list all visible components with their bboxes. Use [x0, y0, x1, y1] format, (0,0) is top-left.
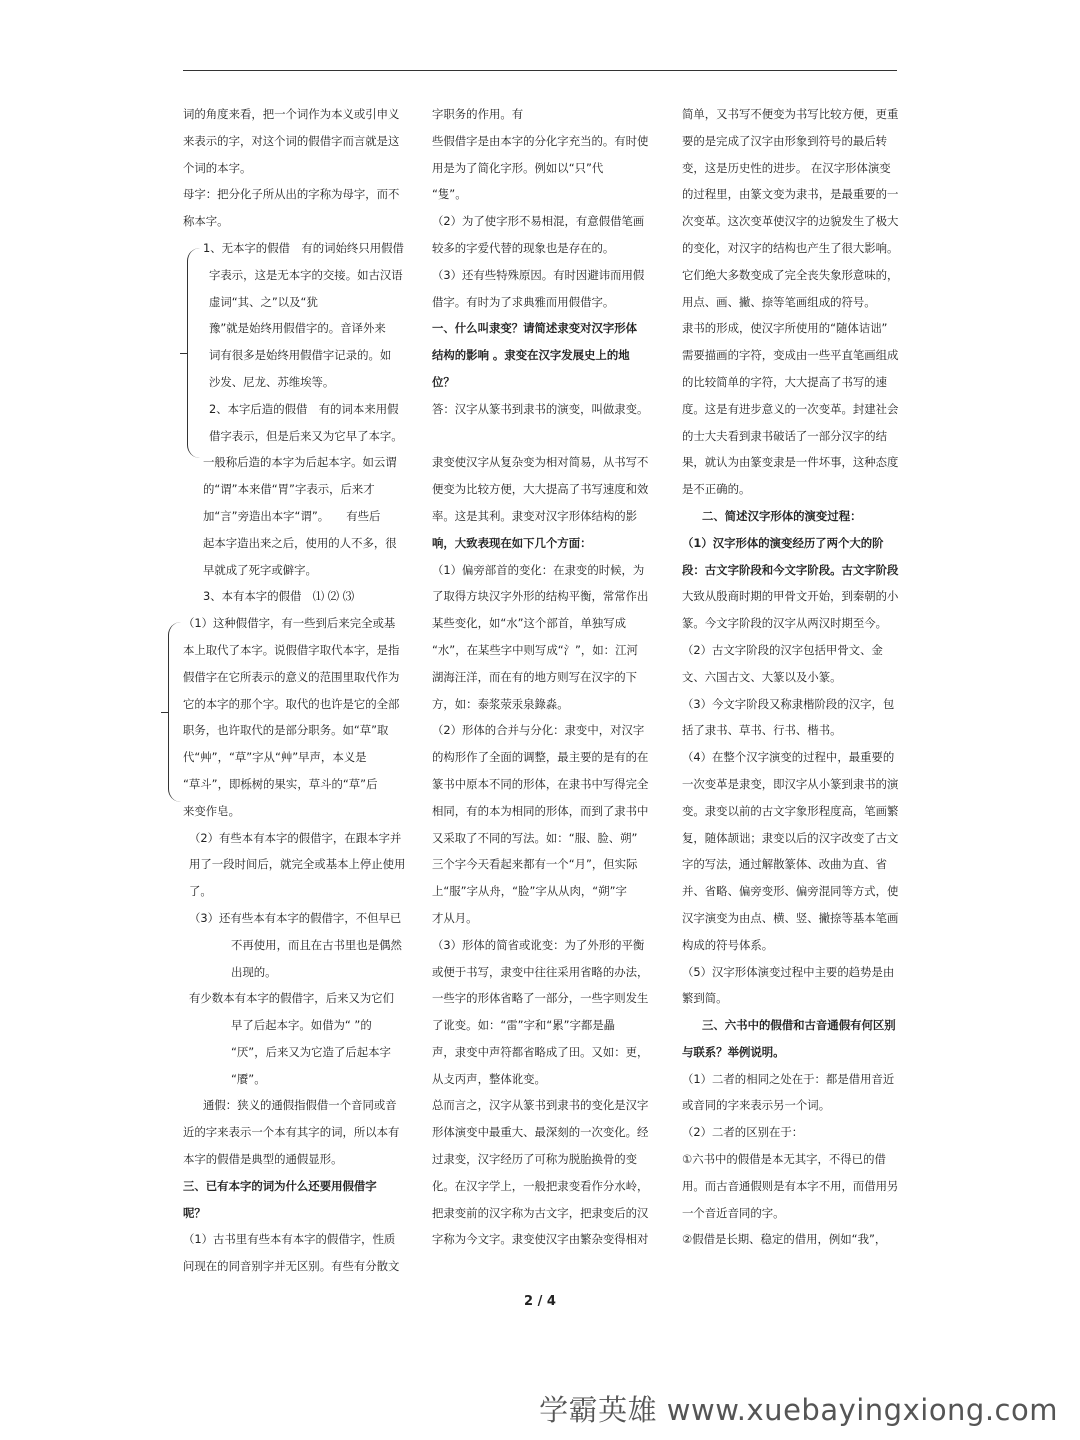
text-line: 度。这是有进步意义的一次变革。封建社会 — [682, 401, 899, 416]
text-line: 词有很多是始终用假借字记录的。如 — [209, 348, 392, 363]
text-line: （1）二者的相同之处在于：都是借用音近 — [682, 1071, 895, 1086]
text-line: “厌”，后来又为它造了后起本字 — [231, 1044, 391, 1059]
text-line: 的比较简单的字符，大大提高了书写的速 — [682, 374, 888, 389]
section-heading: 三、已有本字的词为什么还要用假借字 — [183, 1178, 377, 1193]
text-line: 率。这是其利。隶变对汉字形体结构的影 — [432, 508, 638, 523]
text-line: 字职务的作用。有 — [432, 107, 524, 121]
text-line: 复，随体颉诎；隶变以后的汉字改变了古文 — [682, 830, 899, 845]
text-line: 早就成了死字或僻字。 — [203, 562, 317, 577]
text-line: 一些字的形体省略了一部分，一些字则发生 — [432, 991, 649, 1006]
text-line: 某些变化，如“水”这个部首，单独写成 — [432, 616, 627, 631]
text-line: （3）还有些本有本字的假借字，不但早已 — [189, 910, 402, 925]
text-line: 的构形作了全面的调整，最主要的是有的在 — [432, 750, 649, 765]
text-line: 借字表示，但是后来又为它早了本字。 — [209, 428, 403, 443]
text-line: （3）形体的简省或讹变：为了外形的平衡 — [432, 937, 645, 952]
text-line: 答：汉字从篆书到隶书的演变，叫做隶变。 — [432, 401, 649, 416]
text-line: 些假借字是由本字的分化字充当的。有时使 — [432, 133, 649, 148]
text-line: 起本字造出来之后，使用的人不多，很 — [203, 535, 397, 550]
text-line: 2、本字后造的假借 有的词本来用假 — [209, 401, 399, 416]
text-line: 问现在的同音别字并无区别。有些有分散文 — [183, 1259, 400, 1274]
text-line: （2）为了使字形不易相混，有意假借笔画 — [432, 214, 645, 229]
text-line: 沙发、尼龙、苏维埃等。 — [209, 374, 335, 389]
text-line: 个词的本字。 — [183, 160, 252, 175]
section-heading: 结构的影响 。隶变在汉字发展史上的地 — [432, 348, 630, 363]
text-line: 用是为了简化字形。例如以“只”代 — [432, 160, 604, 175]
text-line: ①六书中的假借是本无其字，不得已的借 — [682, 1152, 886, 1167]
text-line: 用。而古音通假则是有本字不用，而借用另 — [682, 1178, 899, 1193]
column-3 — [682, 101, 900, 1253]
text-line: 本字的假借是典型的通假显形。 — [183, 1152, 343, 1167]
text-line: （3）今文字阶段又称隶楷阶段的汉字，包 — [682, 696, 895, 711]
text-line: 了取得方块汉字外形的结构平衡，常常作出 — [432, 589, 649, 604]
text-line: 一般称后造的本字为后起本字。如云谓 — [203, 455, 397, 470]
text-line: “水”，在某些字中则写成“氵”，如：江河 — [432, 642, 638, 657]
text-line: 上“服”字从舟，“脸”字从从肉，“朔”字 — [432, 884, 627, 899]
text-line: 有少数本有本字的假借字，后来又为它们 — [189, 991, 395, 1006]
text-line: 隶变使汉字从复杂变为相对简易，从书写不 — [432, 455, 649, 470]
text-line: 的过程里，由篆文变为隶书，是最重要的一 — [682, 187, 899, 202]
text-line: 相同，有的本为相同的形体，而到了隶书中 — [432, 803, 649, 818]
text-line: 需要描画的字符，变成由一些平直笔画组成 — [682, 348, 899, 363]
text-line: 声，隶变中声符都省略成了田。又如：更， — [432, 1044, 649, 1059]
text-line: 或音同的字来表示另一个词。 — [682, 1098, 831, 1113]
text-line: 才从月。 — [432, 910, 478, 925]
text-line: 是不正确的。 — [682, 482, 751, 497]
text-line: 母字：把分化子所从出的字称为母字，而不 — [183, 187, 400, 202]
text-line: 近的字来表示一个本有其字的词，所以本有 — [183, 1125, 400, 1140]
text-line: 篆。今文字阶段的汉字从两汉时期至今。 — [682, 616, 888, 631]
text-line: 简单，又书写不便变为书写比较方便，更重 — [682, 107, 899, 121]
text-line: （4）在整个汉字演变的过程中，最重要的 — [682, 750, 895, 765]
column-1 — [183, 101, 415, 1280]
text-line: （2）形体的合并与分化：隶变中，对汉字 — [432, 723, 645, 738]
text-line: “隻”。 — [432, 187, 467, 202]
text-line: 三个字今天看起来都有一个“月”，但实际 — [432, 857, 638, 872]
text-line: “草斗”，即栎树的果实，草斗的“草”后 — [183, 776, 378, 791]
text-line: 响，大致表现在如下几个方面： — [432, 535, 592, 550]
text-line: 加“言”旁造出本字“谓”。 有些后 — [203, 508, 381, 523]
text-line: 字表示，这是无本字的交接。如古汉语 — [209, 267, 403, 282]
text-line: 了。 — [189, 884, 212, 899]
text-line: 大致从殷商时期的甲骨文开始，到秦朝的小 — [682, 589, 899, 604]
text-line: 借字。有时为了求典雅而用假借字。 — [432, 294, 615, 309]
text-line: 它的本字的那个字。取代的也许是它的全部 — [183, 696, 400, 711]
text-line: 词的角度来看，把一个词作为本义或引申义 — [183, 107, 400, 121]
text-line: 湖海汪洋，而在有的地方则写在汉字的下 — [432, 669, 638, 684]
text-line: 豫”就是始终用假借字的。音译外来 — [209, 321, 386, 336]
text-line: 并、省略、偏旁变形、偏旁混同等方式，使 — [682, 884, 899, 899]
text-line: 或便于书写，隶变中往往采用省略的办法， — [432, 964, 649, 979]
text-line: 果，就认为由篆变隶是一件坏事，这种态度 — [682, 455, 899, 470]
text-line: 方，如：泰浆荥汞泉錄淼。 — [432, 696, 569, 711]
header-rule — [183, 70, 897, 71]
text-line: （1）偏旁部首的变化：在隶变的时候，为 — [432, 562, 645, 577]
text-line: 字的写法，通过解散篆体、改曲为直、省 — [682, 857, 888, 872]
text-line: 过隶变，汉字经历了可称为脱胎换骨的变 — [432, 1152, 638, 1167]
text-line: 代“艸”，“草”字从“艸”早声，本义是 — [183, 750, 367, 765]
text-line: 用了一段时间后，就完全或基本上停止使用 — [189, 857, 406, 872]
text-line: 一个音近音同的字。 — [682, 1205, 785, 1220]
text-line: 出现的。 — [231, 964, 277, 979]
text-line: 篆书中原本不同的形体，在隶书中写得完全 — [432, 776, 649, 791]
text-line: （5）汉字形体演变过程中主要的趋势是由 — [682, 964, 895, 979]
text-line: （1）汉字形体的演变经历了两个大的阶 — [682, 535, 884, 550]
text-line: 不再使用，而且在古书里也是偶然 — [231, 937, 402, 952]
text-line: （1）这种假借字，有一些到后来完全或基 — [183, 616, 396, 631]
text-line: 次变革。这次变革使汉字的边貌发生了极大 — [682, 214, 899, 229]
text-line: （2）古文字阶段的汉字包括甲骨文、金 — [682, 642, 883, 657]
text-line: ②假借是长期、稳定的借用，例如“我”， — [682, 1232, 887, 1247]
text-line: 的“谓”本来借“胃”字表示，后来才 — [203, 482, 375, 497]
text-line: 括了隶书、草书、行书、楷书。 — [682, 723, 842, 738]
column-2 — [432, 101, 658, 1253]
section-heading: 一、什么叫隶变？请简述隶变对汉字形体 — [432, 321, 638, 336]
text-line: 字称为今文字。隶变使汉字由繁杂变得相对 — [432, 1232, 649, 1247]
text-line: 通假：狭义的通假指假借一个音同或音 — [203, 1098, 397, 1113]
section-heading: 与联系？举例说明。 — [682, 1044, 785, 1059]
text-line: 早了后起本字。如借为“ ”的 — [231, 1018, 372, 1033]
text-line: 了讹变。如：“雷”字和“累”字都是畾 — [432, 1018, 616, 1033]
text-line: 它们绝大多数变成了完全丧失象形意味的， — [682, 267, 899, 282]
text-line: 从攴丙声，整体讹变。 — [432, 1071, 546, 1086]
text-line: 的士大夫看到隶书破话了一部分汉字的结 — [682, 428, 888, 443]
text-line: 1、无本字的假借 有的词始终只用假借 — [203, 240, 404, 255]
text-line: 来表示的字，对这个词的假借字而言就是这 — [183, 133, 400, 148]
section-heading: 位？ — [432, 374, 455, 389]
text-line: （2）二者的区别在于： — [682, 1125, 804, 1140]
watermark: 学霸英雄 www.xuebayingxiong.com — [539, 1393, 1058, 1427]
text-line: 总而言之，汉字从篆书到隶书的变化是汉字 — [432, 1098, 649, 1113]
text-line: 3、本有本字的假借 ⑴ ⑵ ⑶ — [203, 589, 355, 604]
text-line: 繁到简。 — [682, 991, 728, 1006]
text-line: 变，这是历史性的进步。 在汉字形体演变 — [682, 160, 891, 175]
text-line: 变。隶变以前的古文字象形程度高，笔画繁 — [682, 803, 899, 818]
text-line: （3）还有些特殊原因。有时因避讳而用假 — [432, 267, 645, 282]
blank-line — [432, 423, 658, 450]
text-line: 用点、画、撇、捺等笔画组成的符号。 — [682, 294, 876, 309]
section-heading: 三、六书中的假借和古音通假有何区别 — [702, 1018, 896, 1033]
text-line: “餍”。 — [231, 1071, 266, 1086]
section-heading: 呢？ — [183, 1205, 206, 1220]
text-line: （2）有些本有本字的假借字，在跟本字并 — [189, 830, 402, 845]
text-line: 段：古文字阶段和今文字阶段。古文字阶段 — [682, 562, 899, 577]
text-line: 虚词“其、之”以及“犹 — [209, 294, 318, 309]
section-heading: 二、简述汉字形体的演变过程： — [702, 508, 862, 523]
brace-bracket — [168, 622, 181, 802]
text-line: 化。在汉字学上，一般把隶变看作分水岭， — [432, 1178, 649, 1193]
text-line: 构成的符号体系。 — [682, 937, 774, 952]
text-line: 假借字在它所表示的意义的范围里取代作为 — [183, 669, 400, 684]
text-line: 形体演变中最重大、最深刻的一次变化。经 — [432, 1125, 649, 1140]
text-line: 要的是完成了汉字由形象到符号的最后转 — [682, 133, 888, 148]
text-line: 一次变革是隶变，即汉字从小篆到隶书的演 — [682, 776, 899, 791]
text-line: 来变作皂。 — [183, 803, 240, 818]
text-line: 职务，也许取代的是部分职务。如“草”取 — [183, 723, 389, 738]
text-line: 称本字。 — [183, 214, 229, 229]
text-line: 便变为比较方便，大大提高了书写速度和效 — [432, 482, 649, 497]
text-line: （1）古书里有些本有本字的假借字，性质 — [183, 1232, 396, 1247]
text-line: 隶书的形成，使汉字所使用的“随体诘诎” — [682, 321, 888, 336]
page-number: 2 / 4 — [524, 1294, 556, 1309]
text-line: 较多的字爱代替的现象也是存在的。 — [432, 240, 615, 255]
text-line: 的变化，对汉字的结构也产生了很大影响。 — [682, 240, 899, 255]
text-line: 又采取了不同的写法。如：“服、脸、朔” — [432, 830, 638, 845]
text-line: 本上取代了本字。说假借字取代本字，是指 — [183, 642, 400, 657]
text-line: 汉字演变为由点、横、竖、撇捺等基本笔画 — [682, 910, 899, 925]
text-line: 把隶变前的汉字称为古文字，把隶变后的汉 — [432, 1205, 649, 1220]
text-line: 文、六国古文、大篆以及小篆。 — [682, 669, 842, 684]
